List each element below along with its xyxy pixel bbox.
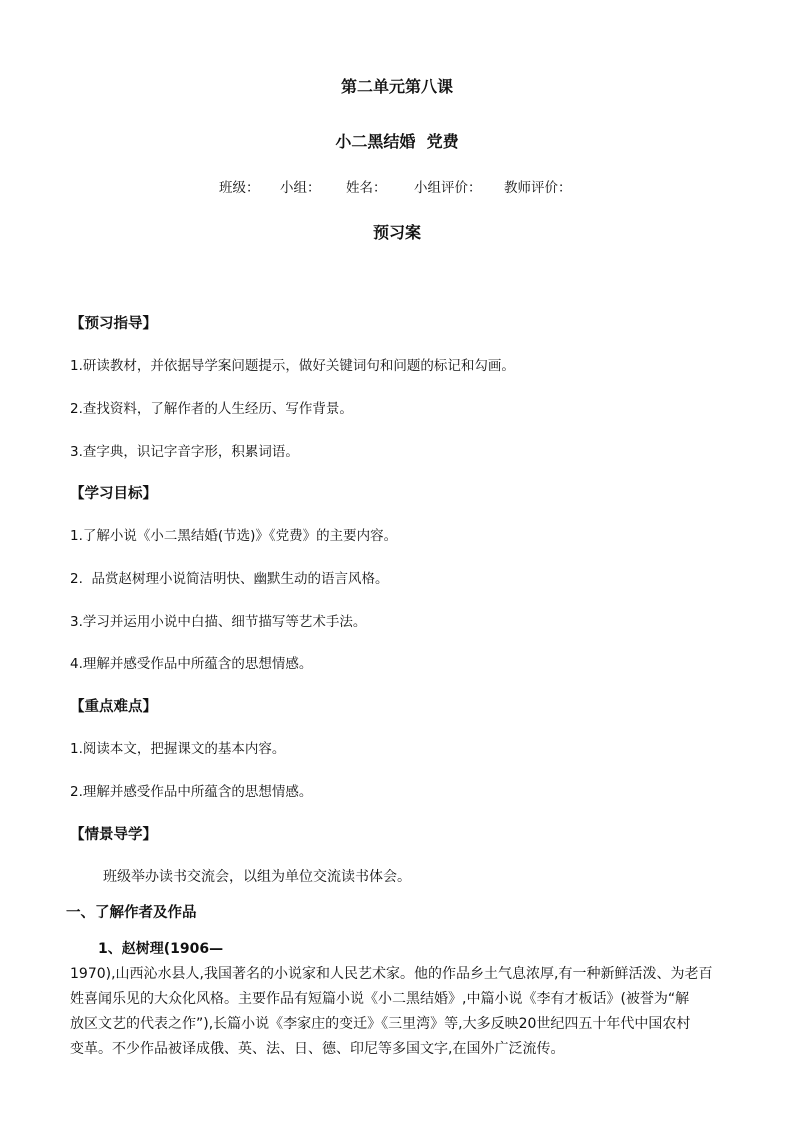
author-intro-line: 变革。不少作品被译成俄、英、法、日、德、印尼等多国文字,在国外广泛流传。 [70,1041,565,1057]
author-intro-line: 1970),山西沁水县人,我国著名的小说家和人民艺术家。他的作品乡土气息浓厚,有一种新鲜活泼、为老百 [70,966,713,982]
key-points-heading: 【重点难点】 [70,699,157,715]
objective-item: 4.理解并感受作品中所蕴含的思想情感。 [70,656,313,672]
preview-guide-item: 2.查找资料，了解作者的人生经历、写作背景。 [70,401,353,417]
author-intro-line: 姓喜闻乐见的大众化风格。主要作品有短篇小说《小二黑结婚》,中篇小说《李有才板话》(被誉为“解 [70,991,690,1007]
scenario-heading: 【情景导学】 [70,827,157,843]
key-point-item: 2.理解并感受作品中所蕴含的思想情感。 [70,784,313,800]
lesson-title: 第二单元第八课 [340,77,453,96]
section-one-heading: 一、了解作者及作品 [66,905,197,921]
author-intro-line: 1、赵树理(1906— [98,941,224,957]
preview-guide-item: 3.查字典，识记字音字形，积累词语。 [70,444,299,460]
author-intro [70,937,730,1062]
name-field-label: 姓名： [346,180,387,196]
group-eval-field-label: 小组评价： [414,180,482,196]
teacher-eval-field-label: 教师评价： [504,180,572,196]
class-field-label: 班级： [219,180,260,196]
section-title: 预习案 [372,223,421,242]
author-intro-line: 放区文艺的代表之作”),长篇小说《李家庄的变迁》《三里湾》等,大多反映20世纪四五十年代中国农村 [70,1016,691,1032]
preview-guide-heading: 【预习指导】 [70,316,157,332]
objective-item: 3.学习并运用小说中白描、细节描写等艺术手法。 [70,614,367,630]
scenario-text: 班级举办读书交流会，以组为单位交流读书体会。 [103,869,411,885]
key-point-item: 1.阅读本文，把握课文的基本内容。 [70,741,286,757]
group-field-label: 小组： [280,180,321,196]
preview-guide-item: 1.研读教材，并依据导学案问题提示，做好关键词句和问题的标记和勾画。 [70,358,515,374]
lesson-subtitle: 小二黑结婚 党费 [335,132,459,151]
objective-item: 2. 品赏赵树理小说简洁明快、幽默生动的语言风格。 [70,571,389,587]
objective-item: 1.了解小说《小二黑结婚(节选)》《党费》的主要内容。 [70,528,398,544]
objectives-heading: 【学习目标】 [70,486,157,502]
